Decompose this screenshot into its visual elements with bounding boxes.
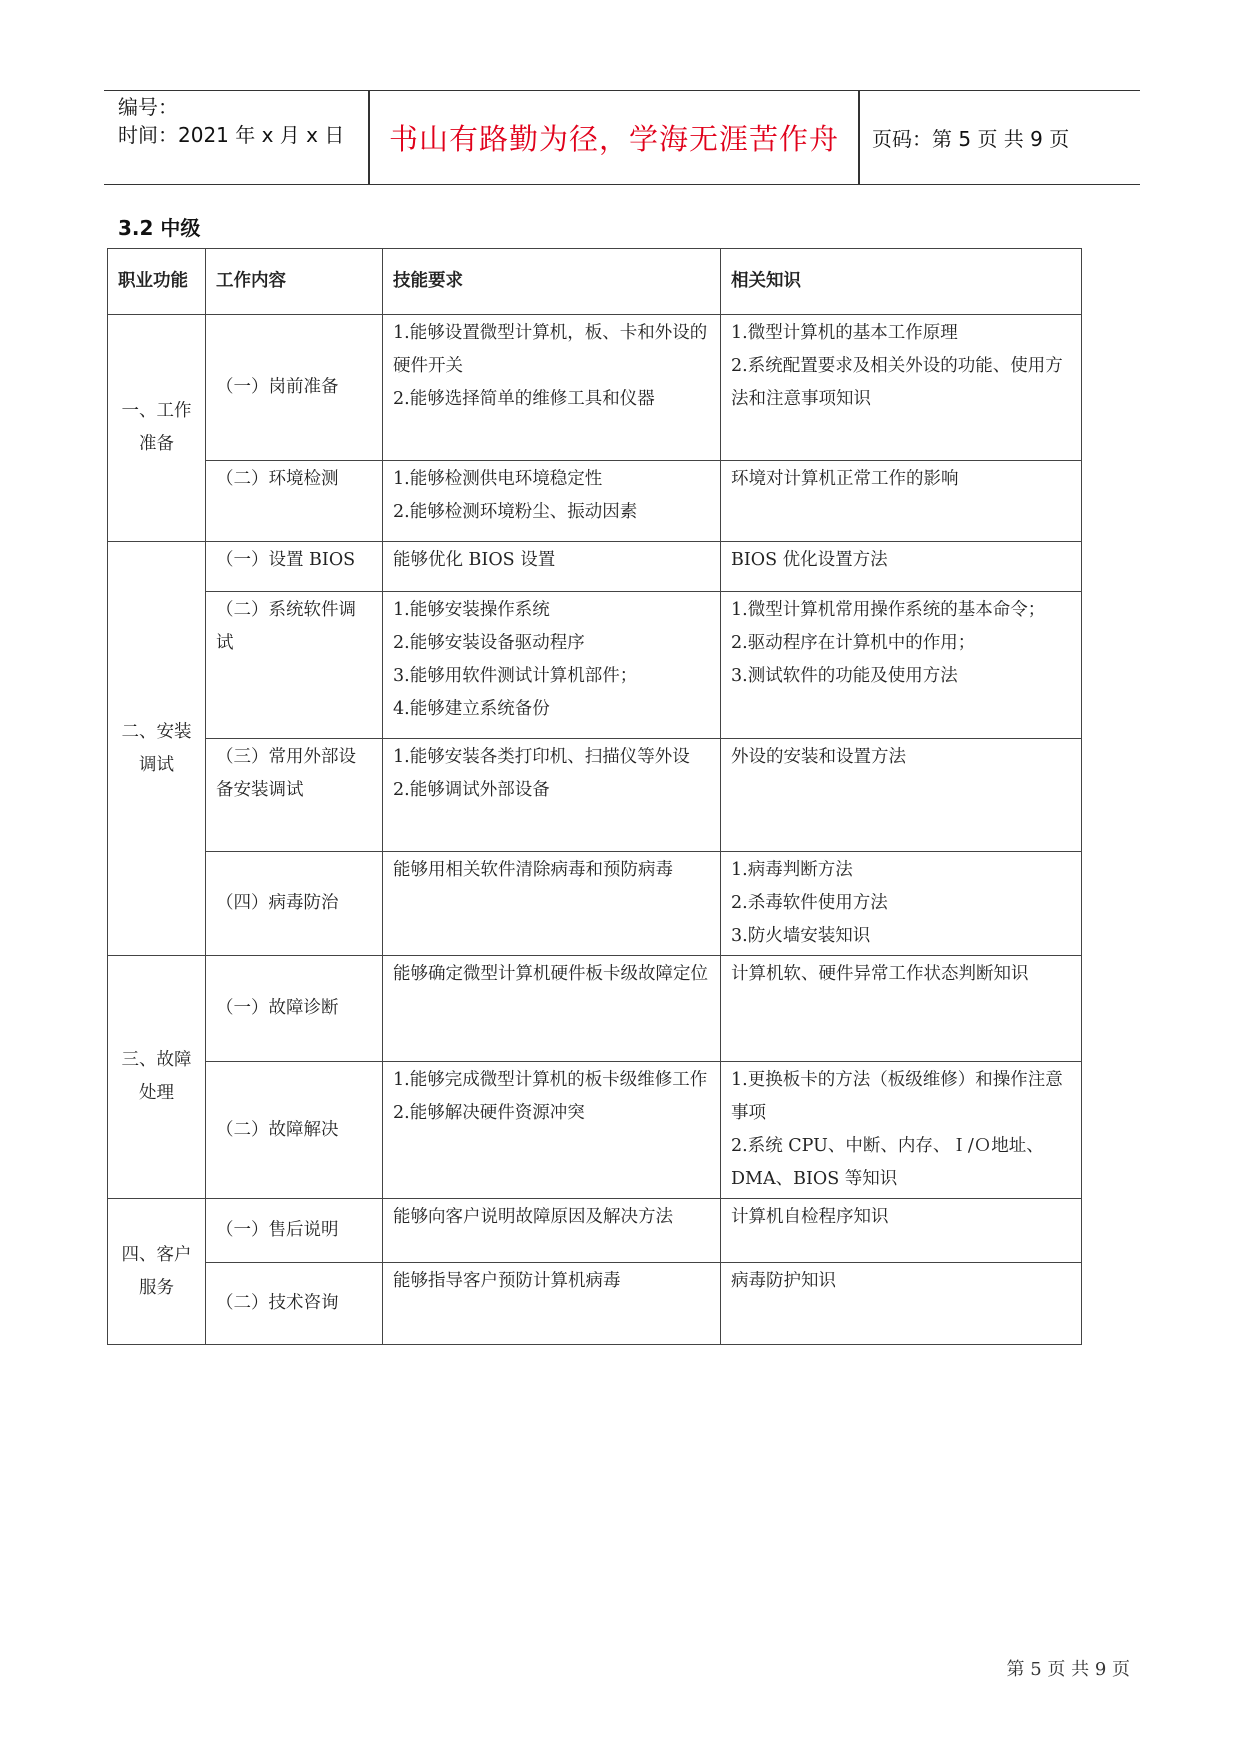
page-footer: 第 5 页 共 9 页 bbox=[1006, 1659, 1130, 1680]
table-row bbox=[108, 1062, 1082, 1199]
header-page-info: 页码：第 5 页 共 9 页 bbox=[872, 127, 1070, 151]
header-content: 工作内容 bbox=[206, 249, 383, 315]
knowledge-cell: 病毒防护知识 bbox=[721, 1263, 1082, 1345]
table-row bbox=[108, 461, 1082, 542]
function-cell: 一、工作准备 bbox=[108, 315, 206, 542]
skills-cell bbox=[383, 739, 721, 852]
knowledge-line: 1.微型计算机的基本工作原理 bbox=[731, 323, 958, 343]
doc-time-label: 时间：2021 年 x 月 x 日 bbox=[118, 123, 345, 147]
content-cell: （一）故障诊断 bbox=[206, 956, 383, 1062]
skill-line: 3.能够用软件测试计算机部件； bbox=[393, 666, 638, 686]
header-motto: 书山有路勤为径，学海无涯苦作舟 bbox=[388, 122, 839, 156]
skills-table bbox=[107, 248, 1082, 1345]
knowledge-cell bbox=[721, 315, 1082, 461]
skills-cell: 能够向客户说明故障原因及解决方法 bbox=[383, 1199, 721, 1263]
skill-line: 2.能够调试外部设备 bbox=[393, 780, 550, 800]
header-divider bbox=[858, 91, 860, 184]
section-title: 3.2 中级 bbox=[118, 216, 201, 240]
knowledge-cell bbox=[721, 592, 1082, 739]
skill-line: 1.能够安装各类打印机、扫描仪等外设 bbox=[393, 747, 690, 767]
skills-cell bbox=[383, 1062, 721, 1199]
function-cell: 三、故障处理 bbox=[108, 956, 206, 1199]
knowledge-line: 3.防火墙安装知识 bbox=[731, 926, 871, 946]
header-skills: 技能要求 bbox=[383, 249, 721, 315]
skills-cell: 能够确定微型计算机硬件板卡级故障定位 bbox=[383, 956, 721, 1062]
knowledge-line: 2.驱动程序在计算机中的作用； bbox=[731, 633, 976, 653]
skills-cell bbox=[383, 315, 721, 461]
skills-cell bbox=[383, 461, 721, 542]
content-cell: （二）故障解决 bbox=[206, 1062, 383, 1199]
skills-cell bbox=[383, 592, 721, 739]
table-row bbox=[108, 542, 1082, 592]
knowledge-line: 1.微型计算机常用操作系统的基本命令； bbox=[731, 600, 1046, 620]
header-function: 职业功能 bbox=[108, 249, 206, 315]
skill-line: 1.能够设置微型计算机，板、卡和外设的硬件开关 bbox=[393, 323, 708, 376]
table-row bbox=[108, 592, 1082, 739]
content-cell: （三）常用外部设备安装调试 bbox=[206, 739, 383, 852]
knowledge-line: 3.测试软件的功能及使用方法 bbox=[731, 666, 958, 686]
knowledge-cell bbox=[721, 1062, 1082, 1199]
knowledge-line: 2.系统 CPU、中断、内存、Ｉ/Ｏ地址、DMA、BIOS 等知识 bbox=[731, 1136, 1044, 1189]
skill-line: 2.能够选择简单的维修工具和仪器 bbox=[393, 389, 655, 409]
skill-line: 2.能够安装设备驱动程序 bbox=[393, 633, 585, 653]
doc-number-label: 编号： bbox=[118, 95, 178, 119]
table-row bbox=[108, 956, 1082, 1062]
skills-cell bbox=[383, 542, 721, 592]
knowledge-line: 2.杀毒软件使用方法 bbox=[731, 893, 888, 913]
table-row bbox=[108, 739, 1082, 852]
header-meta bbox=[118, 93, 358, 149]
knowledge-cell bbox=[721, 739, 1082, 852]
header-knowledge: 相关知识 bbox=[721, 249, 1082, 315]
skill-line: 4.能够建立系统备份 bbox=[393, 699, 550, 719]
content-cell: （二）系统软件调试 bbox=[206, 592, 383, 739]
skill-line: 1.能够安装操作系统 bbox=[393, 600, 550, 620]
page-header bbox=[104, 90, 1140, 185]
knowledge-line: 环境对计算机正常工作的影响 bbox=[731, 469, 959, 489]
content-cell: （一）岗前准备 bbox=[206, 315, 383, 461]
knowledge-cell: 计算机自检程序知识 bbox=[721, 1199, 1082, 1263]
knowledge-line: 1.病毒判断方法 bbox=[731, 860, 853, 880]
skills-cell: 能够指导客户预防计算机病毒 bbox=[383, 1263, 721, 1345]
skill-line: 1.能够完成微型计算机的板卡级维修工作 bbox=[393, 1070, 708, 1090]
content-cell: （二）环境检测 bbox=[206, 461, 383, 542]
knowledge-line: 1.更换板卡的方法（板级维修）和操作注意事项 bbox=[731, 1070, 1063, 1123]
skill-line: 能够用相关软件清除病毒和预防病毒 bbox=[393, 860, 673, 880]
knowledge-cell bbox=[721, 542, 1082, 592]
content-cell: （二）技术咨询 bbox=[206, 1263, 383, 1345]
knowledge-line: BIOS 优化设置方法 bbox=[731, 550, 888, 570]
table-row bbox=[108, 315, 1082, 461]
knowledge-cell: 计算机软、硬件异常工作状态判断知识 bbox=[721, 956, 1082, 1062]
skills-cell bbox=[383, 852, 721, 956]
skill-line: 能够优化 BIOS 设置 bbox=[393, 550, 556, 570]
skill-line: 1.能够检测供电环境稳定性 bbox=[393, 469, 603, 489]
table-header-row bbox=[108, 249, 1082, 315]
knowledge-cell bbox=[721, 852, 1082, 956]
skill-line: 2.能够检测环境粉尘、振动因素 bbox=[393, 502, 638, 522]
content-cell: （一）设置 BIOS bbox=[206, 542, 383, 592]
knowledge-line: 外设的安装和设置方法 bbox=[731, 747, 906, 767]
function-cell: 四、客户服务 bbox=[108, 1199, 206, 1345]
table-row bbox=[108, 1199, 1082, 1263]
knowledge-cell bbox=[721, 461, 1082, 542]
table-row bbox=[108, 852, 1082, 956]
function-cell: 二、安装调试 bbox=[108, 542, 206, 956]
content-cell: （一）售后说明 bbox=[206, 1199, 383, 1263]
content-cell: （四）病毒防治 bbox=[206, 852, 383, 956]
knowledge-line: 2.系统配置要求及相关外设的功能、使用方法和注意事项知识 bbox=[731, 356, 1063, 409]
skill-line: 2.能够解决硬件资源冲突 bbox=[393, 1103, 585, 1123]
table-row bbox=[108, 1263, 1082, 1345]
